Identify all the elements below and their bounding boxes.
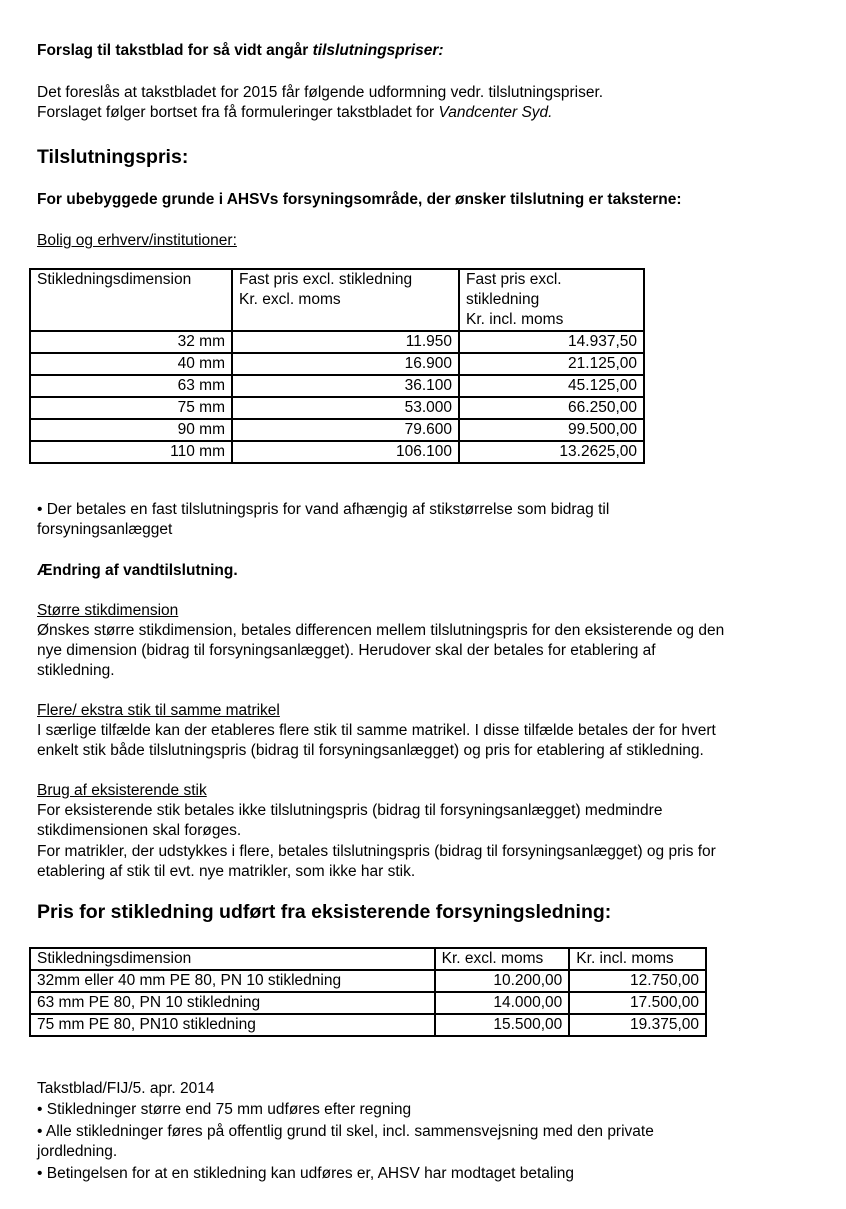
table-cell: 36.100 <box>232 375 459 397</box>
footer-bullet-continuation: jordledning. <box>37 1143 118 1160</box>
header-line: Kr. incl. moms <box>466 311 564 328</box>
table-row <box>30 419 644 441</box>
paragraph-line: nye dimension (bidrag til forsyningsanlægget). Herudover skal der betales for etablering af <box>37 642 656 659</box>
header-line: Fast pris excl. stikledning <box>239 271 413 288</box>
bullet-line-2: forsyningsanlægget <box>37 521 173 538</box>
table-cell: 99.500,00 <box>459 419 644 441</box>
table-cell: 11.950 <box>232 331 459 353</box>
table-cell: 32mm eller 40 mm PE 80, PN 10 stikledning <box>30 970 435 992</box>
table-cell: 106.100 <box>232 441 459 463</box>
table-cell: 14.937,50 <box>459 331 644 353</box>
table-cell: 12.750,00 <box>569 970 706 992</box>
header-cell: Kr. excl. moms <box>435 948 570 970</box>
paragraph-line: enkelt stik både tilslutningspris (bidrag til forsyningsanlægget) og pris for etablering af stikledning. <box>37 742 704 759</box>
section-title-stikledning: Pris for stikledning udført fra eksisterende forsyningsledning: <box>37 901 612 923</box>
section-title-tilslutningspris: Tilslutningspris: <box>37 146 189 168</box>
paragraph-line: Ønskes større stikdimension, betales differencen mellem tilslutningspris for den eksisterende og den <box>37 622 725 639</box>
category-label: Bolig og erhverv/institutioner: <box>37 232 237 249</box>
header-cell <box>459 269 644 331</box>
table-cell: 110 mm <box>30 441 232 463</box>
paragraph-line: I særlige tilfælde kan der etableres flere stik til samme matrikel. I disse tilfælde betales der for hvert <box>37 722 716 739</box>
table-header-row <box>30 269 644 331</box>
table-row <box>30 970 706 992</box>
heading-text: Forslag til takstblad for så vidt angår <box>37 42 313 59</box>
intro-line-2 <box>37 103 816 123</box>
heading-italic: tilslutningspriser: <box>312 42 444 59</box>
subsection-title: Flere/ ekstra stik til samme matrikel <box>37 702 280 719</box>
table-cell: 79.600 <box>232 419 459 441</box>
tilslutningspris-table <box>29 268 645 464</box>
table-header-row <box>30 948 706 970</box>
header-cell: Stikledningsdimension <box>30 948 435 970</box>
header-cell <box>232 269 459 331</box>
paragraph-line: stikledning. <box>37 662 115 679</box>
paragraph-line: For matrikler, der udstykkes i flere, betales tilslutningspris (bidrag til forsyningsanlægget) og pris for <box>37 843 716 860</box>
footer-bullet: • Stikledninger større end 75 mm udføres efter regning <box>37 1101 412 1118</box>
table-cell: 14.000,00 <box>435 992 570 1014</box>
table-cell: 63 mm PE 80, PN 10 stikledning <box>30 992 435 1014</box>
intro-line-2-text: Forslaget følger bortset fra få formuleringer takstbladet for <box>37 104 439 121</box>
table-row <box>30 375 644 397</box>
table-row <box>30 992 706 1014</box>
subsection-title: Større stikdimension <box>37 602 179 619</box>
table-cell: 13.2625,00 <box>459 441 644 463</box>
header-line: stikledning <box>466 291 540 308</box>
table-cell: 75 mm PE 80, PN10 stikledning <box>30 1014 435 1036</box>
paragraph-line: etablering af stik til evt. nye matrikler, som ikke har stik. <box>37 863 416 880</box>
table-cell: 32 mm <box>30 331 232 353</box>
table-cell: 19.375,00 <box>569 1014 706 1036</box>
header-line: Kr. excl. moms <box>239 291 341 308</box>
footer-reference: Takstblad/FIJ/5. apr. 2014 <box>37 1080 215 1097</box>
table-cell: 21.125,00 <box>459 353 644 375</box>
header-cell: Stikledningsdimension <box>30 269 232 331</box>
table-cell: 16.900 <box>232 353 459 375</box>
intro-line-1: Det foreslås at takstbladet for 2015 får følgende udformning vedr. tilslutningspriser. <box>37 84 604 101</box>
table-cell: 53.000 <box>232 397 459 419</box>
table-cell: 17.500,00 <box>569 992 706 1014</box>
intro-line-2-italic: Vandcenter Syd. <box>438 104 553 121</box>
table-row <box>30 353 644 375</box>
footer-bullet: • Betingelsen for at en stikledning kan udføres er, AHSV har modtaget betaling <box>37 1165 575 1182</box>
subsection-title: Brug af eksisterende stik <box>37 782 207 799</box>
paragraph-line: stikdimensionen skal forøges. <box>37 822 242 839</box>
table-cell: 90 mm <box>30 419 232 441</box>
section-title-aendring: Ændring af vandtilslutning. <box>37 562 238 579</box>
table-cell: 75 mm <box>30 397 232 419</box>
table-row <box>30 397 644 419</box>
bullet-line-1: • Der betales en fast tilslutningspris for vand afhængig af stikstørrelse som bidrag til <box>37 501 610 518</box>
table-cell: 63 mm <box>30 375 232 397</box>
table-cell: 66.250,00 <box>459 397 644 419</box>
section-subtitle: For ubebyggede grunde i AHSVs forsyningsområde, der ønsker tilslutning er taksterne: <box>37 191 682 208</box>
table-cell: 45.125,00 <box>459 375 644 397</box>
table-cell: 10.200,00 <box>435 970 570 992</box>
table-row <box>30 441 644 463</box>
table-cell: 40 mm <box>30 353 232 375</box>
table-row <box>30 331 644 353</box>
stikledning-table <box>29 947 707 1037</box>
document-heading <box>37 41 816 61</box>
header-line: Fast pris excl. <box>466 271 562 288</box>
footer-bullet: • Alle stikledninger føres på offentlig grund til skel, incl. sammensvejsning med den private <box>37 1123 654 1140</box>
header-cell: Kr. incl. moms <box>569 948 706 970</box>
table-row <box>30 1014 706 1036</box>
paragraph-line: For eksisterende stik betales ikke tilslutningspris (bidrag til forsyningsanlægget) medmindre <box>37 802 663 819</box>
table-cell: 15.500,00 <box>435 1014 570 1036</box>
